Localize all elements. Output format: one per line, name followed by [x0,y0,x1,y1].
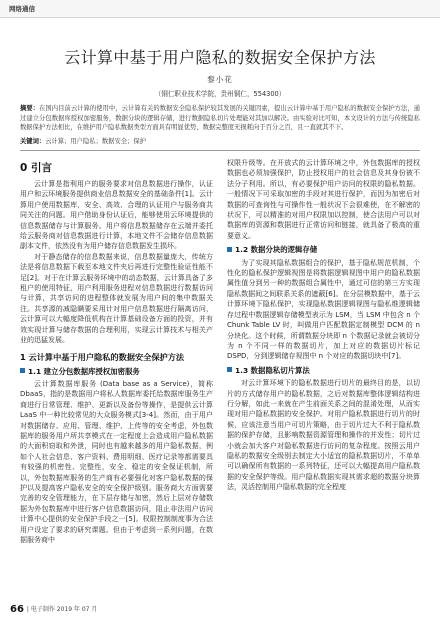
heading-introduction: 0 引言 [20,162,52,174]
subheading-1-1 [20,367,213,377]
left-column [20,158,213,600]
subheading-text: 1.3 数据隐私切片算法 [235,365,310,375]
keywords-label: 关键词： [20,138,46,145]
heading-method: 1 云计算中基于用户隐私的数据安全保护方法 [20,351,185,362]
page-number: 66 [10,604,24,615]
section-marker-icon [227,367,232,372]
abstract [20,104,420,133]
paragraph-continued: 权限升级等。在开放式的云计算环境之中，外包数据库的授权数据也必须加强保护，防止授权用户的社会信息及其身份被不法分子利用。所以，有必要保护用户访问的权限的隐私数据。一般情况下可采取加密的手段对其进行保护，而因为加密后对数据的可查询性与可操作性一般状况下会很难使，在不解密的状况下，可以精准的对用户权限加以控制，使合法用户可以对数据库的资源和数据进行正常访问和链接，就具备了极高的重要意义。 [227,159,420,240]
section-marker-icon [227,247,232,252]
section-label: 网络通信 [9,5,35,13]
paragraph: 为了实现其隐私数据组合的保护，基于隐私规范机制，个性化的隐私保护逻辑视图是将数据逻辑视图中用户的隐私数据属性值分到另一种的数据组合属性中，通过可信的第三方实现隐私数据间之间联系关系的遮蔽[6]。在分层模数据中，基于云计算环境下隐私保护，实现隐私数据逻辑视图与隐私维逻辑储存过程中数据逻辑存储模型表示为 LSM，当 LSM 中包含 n 个 Chunk Table LV 时，叫做用户匹配数据定制模型 DCM 的 n 分块化。这个时候，所谓数据分块即 n 个数据记录就会被切分为 n 个不同一样的数据切片，加上对应的数据切片标记 DSPD，分到逻辑储存视图中 n 个对应的数据切块中[7]。 [227,258,420,361]
header-divider [20,150,420,151]
abstract-text: 在国内目前云计算的使用中，云计算有关的数据安全隐私保护较其发展的关键因素，提出云计算中基于用户隐私的数据安全保护方法，通过建立分包数据库授权加密服务，数据分块的逻辑存储，进行数据隐私切片处理能对其加以解决。由实验对比可知，本文设计的方法与传统隐私数据保护方法相比，在维护用户隐私数据类型方面具有明显优势，数据完整度无损耗向于百分之百，且一直就其不下。 [20,105,421,132]
running-header [0,0,440,18]
page-footer [10,604,97,616]
author-affiliation: （铜仁职业技术学院，贵州铜仁，554300） [154,90,286,98]
author-name: 黎小花 [207,75,233,84]
subheading-text: 1.1 建立分包数据库授权加密服务 [28,366,140,376]
subheading-text: 1.2 数据分块的逻辑存储 [235,245,318,255]
abstract-label: 摘要： [20,105,40,112]
journal-issue: | 电子制作 2019 年 07 月 [26,606,98,613]
keywords-text: 云计算；用户隐私；数据安全；保护 [45,138,146,145]
section-marker-icon [20,368,25,373]
right-column [227,158,420,600]
paper-title: 云计算中基于用户隐私的数据安全保护方法 [64,48,376,67]
subheading-1-2 [227,245,420,255]
paragraph: 云计算是指利用户的服务要求对信息数据进行操作，认证用户和云环境服务提供商业信息数据安全的基础条件[1]。云计算用户使用数据库，安全、高效、合理的认证用户与服务商共同关注的问题。用户借助身份认证后，能够使用云环境提供的信息数据储存与计算服务。用户将信息数据储存在云端并委托给云服务商对信息数据进行计算，本地文件不会储存信息数据副本文件，依然没有为用户储存信息数据发生损坏。 [20,180,213,251]
keywords [20,137,420,147]
paragraph: 对于静态储存的信息数据来说，信息数据量庞大，传统方法是将信息数据下载至本地文件夹后再进行完整性验证性能不足[2]。对于在计算云服务环境中的动态数据，云计算具备了多租户的使用特征，用户利用服务进程对信息数据进行数据访问与计算，共享访问的进程整体就发展为用户间的集中数据关注。共享源的减隐瞒要采用计对用户信息数据进行隔离访问，云计算可以大幅度降低机构在计算基础设备方面的投资，并有效实现计算与储存数据的合理利用，实现云计算技术与相关产业的迅猛发展。 [20,252,213,345]
paragraph: 云计算数据库服务 (Data base as a Service)，简称 DbaaS，指的是数据用户将私人数据库委托给数据库服务生产商进行日常管理、维护、更新以及备份等操作，是提供云计算 LaaS 中一种比较常见的大众服务模式[3-4]。然而，由于用户对数据储存、应用、管理、维护、上传等的安全考虑，外包数据库的服务用户所共享模式在一定程度上会造成用户隐私数据的大面积窃取和外泄，同时也有越来越多的用户隐私数据，例如个人社会信息、客户资料、费用明细、医疗记录等都需要具有较强的机密性、完整性，安全、稳定的安全保证机制，所以，外包数据库服务的生产商有必要强化对客户隐私数据的保护以及提高客户隐私安全的安全保护级别。服务商大方面需要完善的安全管理能力，在下层存储与加密，然后上层对存储数据为外包数据库中进行客户信息数据访问，阻止非法用户访问计算中心提供的安全保护手段之一[5]。权限控制制度事为合法用户设定了要求的研究课题。但由于考虑到一系列问题，在数据服务商中 [20,379,213,544]
paragraph: 对云计算环境下的隐私数据进行切片的最终目的是，以切片的方式储存用户的隐私数据，之后对数据库整体逻辑结构进行分解，如此一来就在产生前面关系之间的混淆处理，从而实现对用户隐私数据的安全保护。对用户隐私数据进行切片的时候，应该注意当用户可切片策略，由于切片过大不利于隐私数据的保护存储，且影响数据资源管理和操作的并发性；切片过小就会加大客户对隐私数据进行访问的复杂程度。按照云用户隐私的数据安全级别去制定大小适宜的隐私数据切片，不单单可以确保所有数据的一系列特征，还可以大幅提高用户隐私数据的安全保护等级。用户隐私数据实现其需求超的数据分块算法，灵活控制用户隐私数据的完全程度 [227,379,420,492]
subheading-1-3 [227,366,420,376]
